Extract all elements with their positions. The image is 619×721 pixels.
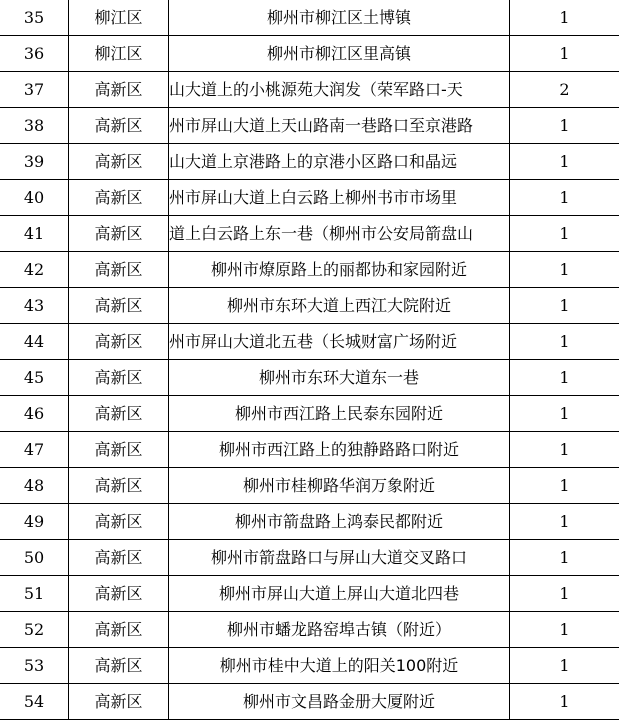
table-row xyxy=(0,108,619,144)
location-text: 柳州市燎原路上的丽都协和家园附近 xyxy=(210,260,467,279)
count-cell[interactable]: 1 xyxy=(510,504,619,540)
district-cell[interactable]: 高新区 xyxy=(69,324,169,360)
row-number-cell[interactable]: 46 xyxy=(0,396,69,432)
district-cell[interactable]: 高新区 xyxy=(69,540,169,576)
location-cell[interactable] xyxy=(169,108,510,144)
location-cell[interactable] xyxy=(169,288,510,324)
location-text: 柳州市东环大道上西江大院附近 xyxy=(226,296,451,315)
location-cell[interactable] xyxy=(169,648,510,684)
district-cell[interactable]: 柳江区 xyxy=(69,36,169,72)
table-row xyxy=(0,648,619,684)
count-cell[interactable]: 1 xyxy=(510,612,619,648)
district-cell[interactable]: 高新区 xyxy=(69,144,169,180)
location-cell[interactable] xyxy=(169,36,510,72)
district-cell[interactable]: 高新区 xyxy=(69,396,169,432)
table-row xyxy=(0,684,619,720)
location-text: 柳州市箭盘路口与屏山大道交叉路口 xyxy=(210,548,467,567)
count-cell[interactable]: 1 xyxy=(510,252,619,288)
location-text: 柳州市柳江区土博镇 xyxy=(266,8,411,27)
row-number-cell[interactable]: 53 xyxy=(0,648,69,684)
location-text: 柳州市西江路上的独静路路口附近 xyxy=(218,440,459,459)
location-text: 柳州市屏山大道上屏山大道北四巷 xyxy=(218,584,459,603)
count-cell[interactable]: 1 xyxy=(510,360,619,396)
location-text: 柳州市桂中大道上的阳关100附近 xyxy=(219,656,459,675)
count-cell[interactable]: 1 xyxy=(510,576,619,612)
count-cell[interactable]: 1 xyxy=(510,540,619,576)
district-cell[interactable]: 高新区 xyxy=(69,576,169,612)
count-cell[interactable]: 1 xyxy=(510,432,619,468)
location-cell[interactable] xyxy=(169,576,510,612)
table-row xyxy=(0,288,619,324)
row-number-cell[interactable]: 51 xyxy=(0,576,69,612)
table-row xyxy=(0,612,619,648)
district-cell[interactable]: 高新区 xyxy=(69,288,169,324)
location-cell[interactable] xyxy=(169,540,510,576)
row-number-cell[interactable]: 47 xyxy=(0,432,69,468)
row-number-cell[interactable]: 40 xyxy=(0,180,69,216)
count-cell[interactable]: 1 xyxy=(510,396,619,432)
row-number-cell[interactable]: 36 xyxy=(0,36,69,72)
location-text: 道上白云路上东一巷（柳州市公安局箭盘山 xyxy=(169,224,474,243)
location-text: 柳州市西江路上民泰东园附近 xyxy=(234,404,443,423)
row-number-cell[interactable]: 49 xyxy=(0,504,69,540)
count-cell[interactable]: 2 xyxy=(510,72,619,108)
district-cell[interactable]: 高新区 xyxy=(69,612,169,648)
count-cell[interactable]: 1 xyxy=(510,324,619,360)
location-text: 州市屏山大道上白云路上柳州书市市场里 xyxy=(169,188,458,207)
location-text: 柳州市桂柳路华润万象附近 xyxy=(242,476,435,495)
row-number-cell[interactable]: 44 xyxy=(0,324,69,360)
row-number-cell[interactable]: 52 xyxy=(0,612,69,648)
row-number-cell[interactable]: 41 xyxy=(0,216,69,252)
table-row xyxy=(0,36,619,72)
row-number-cell[interactable]: 37 xyxy=(0,72,69,108)
district-cell[interactable]: 柳江区 xyxy=(69,0,169,36)
table-row xyxy=(0,252,619,288)
district-cell[interactable]: 高新区 xyxy=(69,432,169,468)
table-row xyxy=(0,216,619,252)
table-row xyxy=(0,0,619,36)
location-text: 柳州市文昌路金册大厦附近 xyxy=(242,692,435,711)
location-cell[interactable] xyxy=(169,216,510,252)
row-number-cell[interactable]: 35 xyxy=(0,0,69,36)
location-text: 山大道上的小桃源苑大润发（荣军路口-天 xyxy=(169,80,463,99)
row-number-cell[interactable]: 43 xyxy=(0,288,69,324)
district-cell[interactable]: 高新区 xyxy=(69,684,169,720)
row-number-cell[interactable]: 50 xyxy=(0,540,69,576)
location-cell[interactable] xyxy=(169,252,510,288)
table-row xyxy=(0,540,619,576)
district-cell[interactable]: 高新区 xyxy=(69,504,169,540)
count-cell[interactable]: 1 xyxy=(510,216,619,252)
table-row xyxy=(0,504,619,540)
location-cell[interactable] xyxy=(169,504,510,540)
location-cell[interactable] xyxy=(169,468,510,504)
table-row xyxy=(0,576,619,612)
district-cell[interactable]: 高新区 xyxy=(69,72,169,108)
table-row xyxy=(0,72,619,108)
table-row xyxy=(0,324,619,360)
count-cell[interactable]: 1 xyxy=(510,468,619,504)
count-cell[interactable]: 1 xyxy=(510,144,619,180)
location-cell[interactable] xyxy=(169,684,510,720)
row-number-cell[interactable]: 54 xyxy=(0,684,69,720)
district-cell[interactable]: 高新区 xyxy=(69,108,169,144)
location-text: 柳州市箭盘路上鸿泰民都附近 xyxy=(234,512,443,531)
district-cell[interactable]: 高新区 xyxy=(69,252,169,288)
district-cell[interactable]: 高新区 xyxy=(69,360,169,396)
location-cell[interactable] xyxy=(169,432,510,468)
district-cell[interactable]: 高新区 xyxy=(69,216,169,252)
location-cell[interactable] xyxy=(169,396,510,432)
row-number-cell[interactable]: 38 xyxy=(0,108,69,144)
count-cell[interactable]: 1 xyxy=(510,684,619,720)
count-cell[interactable]: 1 xyxy=(510,288,619,324)
location-cell[interactable] xyxy=(169,360,510,396)
location-text: 州市屏山大道北五巷（长城财富广场附近 xyxy=(169,332,458,351)
location-cell[interactable] xyxy=(169,0,510,36)
location-text: 山大道上京港路上的京港小区路口和晶远 xyxy=(169,152,458,171)
count-cell[interactable]: 1 xyxy=(510,180,619,216)
table-row xyxy=(0,468,619,504)
location-cell[interactable] xyxy=(169,144,510,180)
location-text: 柳州市东环大道东一巷 xyxy=(258,368,419,387)
location-cell[interactable] xyxy=(169,180,510,216)
location-cell[interactable] xyxy=(169,324,510,360)
table-row xyxy=(0,360,619,396)
table-row xyxy=(0,432,619,468)
location-text: 州市屏山大道上天山路南一巷路口至京港路 xyxy=(169,116,474,135)
table-row xyxy=(0,396,619,432)
row-number-cell[interactable]: 48 xyxy=(0,468,69,504)
district-cell[interactable]: 高新区 xyxy=(69,648,169,684)
count-cell[interactable]: 1 xyxy=(510,0,619,36)
table-row xyxy=(0,180,619,216)
count-cell[interactable]: 1 xyxy=(510,648,619,684)
table-row xyxy=(0,144,619,180)
location-text: 柳州市蟠龙路窑埠古镇（附近） xyxy=(226,620,451,639)
district-cell[interactable]: 高新区 xyxy=(69,180,169,216)
district-cell[interactable]: 高新区 xyxy=(69,468,169,504)
row-number-cell[interactable]: 39 xyxy=(0,144,69,180)
location-cell[interactable] xyxy=(169,612,510,648)
row-number-cell[interactable]: 45 xyxy=(0,360,69,396)
location-text: 柳州市柳江区里高镇 xyxy=(266,44,411,63)
location-cell[interactable] xyxy=(169,72,510,108)
count-cell[interactable]: 1 xyxy=(510,36,619,72)
row-number-cell[interactable]: 42 xyxy=(0,252,69,288)
count-cell[interactable]: 1 xyxy=(510,108,619,144)
